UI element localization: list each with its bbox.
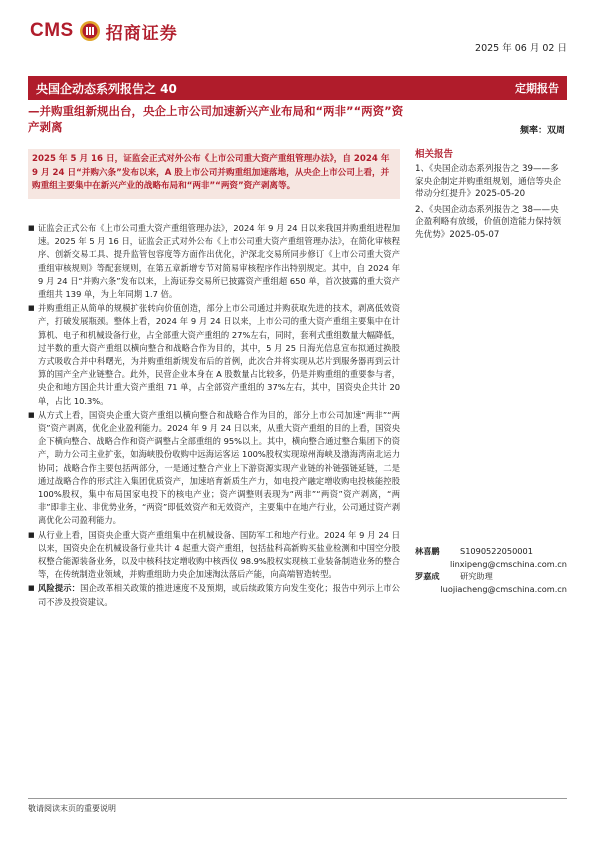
related-reports xyxy=(415,146,567,244)
bullet-paragraph xyxy=(28,529,400,582)
summary-box: 2025 年 5 月 16 日，证监会正式对外公布《上市公司重大资产重组管理办法》，自 2024 年 9 月 24 日“并购六条”发布以来，A 股上市公司并购重组加速落地，从央企上市公司上看，并购重组主要集中在新兴产业的战略布局和“两非”“两资”资产剥离等。 xyxy=(28,149,400,199)
analyst-role: 研究助理 xyxy=(460,571,493,581)
analyst-contacts xyxy=(415,545,567,595)
bullet-text: 证监会正式公布《上市公司重大资产重组管理办法》，2024 年 9 月 24 日以来我国并购重组进程加速。2025 年 5 月 16 日，证监会正式对外公布《上市公司重大资产重组管理办法》，在简化审核程序、创新交易工具、提升监管包容度等方面作出优化，沪深北交易所同步修订《上市公司重大资产重组审核规则》等配套规则，在第五章新增专节对简易审核程序作出特别规定。其中，自 2024 年 9 月 24 日“并购六条”发布以来，上海证券交易所已披露资产重组超 650 单，首次披露的重大资产重组共 139 单，为上年同期 1.7 倍。 xyxy=(38,223,400,300)
risk-warning xyxy=(28,582,400,608)
analyst-email[interactable]: linxipeng@cmschina.com.cn xyxy=(450,558,567,569)
analyst-row xyxy=(415,583,567,596)
logo-text-cn: 招商证券 xyxy=(105,23,178,44)
footer-note: 敬请阅读末页的重要说明 xyxy=(28,804,116,813)
report-type-tag: 定期报告 xyxy=(515,82,559,95)
bullet-text: 并购重组正从简单的规模扩张转向价值创造，部分上市公司通过并购获取先进的技术，剥离低效资产，打破发展瓶颈。整体上看，2024 年 9 月 24 日以来，上市公司的重大资产重组主要集中在计算机、电子和机械设备行业，占全部重大资产重组的 27%左右，同时，套利式重组数量大幅降低，过半数的重大资产重组以横向整合和战略合作为目的，其中，5 月 25 日海光信息宣布拟通过换股方式吸收合并中科曙光，为并购重组新规发布后的首例，此次合并将实现从芯片到服务器再到云计算的国产全产业链整合。此外，民营企业本身在 A 股数量占比较多，仍是并购重组的重要参与者，央企和地方国企共计重大资产重组 71 单，占全部资产重组的 37%左右，其中，国资央企共计 20 单，占比 10.3%。 xyxy=(38,303,400,406)
analyst-row xyxy=(415,545,567,558)
report-subtitle: —并购重组新规出台，央企上市公司加速新兴产业布局和“两非”“两资”资产剥离 xyxy=(28,104,404,134)
bullet-icon: ■ xyxy=(28,224,35,232)
bullet-paragraph xyxy=(28,409,400,528)
company-logo xyxy=(30,18,178,44)
related-report-link[interactable]: 1、《央国企动态系列报告之 39——多家央企制定并购重组规划，通信等央企带动分红提升》2025-05-20 xyxy=(415,164,562,199)
analyst-email[interactable]: luojiacheng@cmschina.com.cn xyxy=(440,583,567,594)
logo-emblem-icon xyxy=(79,20,101,42)
related-report-link[interactable]: 2、《央国企动态系列报告之 38——央企盈利略有放缓，价值创造能力保持领先优势》2025-05-07 xyxy=(415,204,562,240)
bullet-icon: ■ xyxy=(28,530,35,539)
related-reports-heading: 相关报告 xyxy=(415,149,454,160)
bullet-icon: ■ xyxy=(28,304,35,313)
report-date: 2025 年 06 月 02 日 xyxy=(475,43,567,54)
bullet-text: 从行业上看，国资央企重大资产重组集中在机械设备、国防军工和地产行业。2024 年 9 月 24 日以来，国资央企在机械设备行业共计 4 起重大资产重组，包括盐科高新购买盐业检测和中国空分股权整合能源装备业务，以及中核科技定增收购中核西仪 98.9%股权实现核工业装备制造业务的整合等，在传统制造业领域，并购重组助力央企加速淘汰落后产能，向高端智造转型。 xyxy=(38,529,400,580)
report-frequency: 频率：双周 xyxy=(520,126,566,136)
analyst-row xyxy=(415,558,567,571)
bullet-icon: ■ xyxy=(28,410,35,419)
bullet-paragraph xyxy=(28,222,400,301)
report-body xyxy=(28,222,400,610)
analyst-name xyxy=(415,558,450,571)
bullet-text: 从方式上看，国资央企重大资产重组以横向整合和战略合作为目的，部分上市公司加速“两非”“两资”资产剥离，优化企业盈利能力。2024 年 9 月 24 日以来，从重大资产重组的目的上看，国资央企下横向整合、战略合作和资产调整占全部重组的 95%以上。其中，横向整合通过整合集团下的资产，助力公司主业扩张，如海峡股份收购中远海运客运 100%股权实现琼州海峡及渤海湾南北运力协同；战略合作主要包括两部分，一是通过整合产业上下游资源实现产业链的补链强链延链，二是通过战略合作的形式注入集团优质资产，加速培育新质生产力，如电投产融定增收购电投核能控股 100%股权，集中布局国家电投下的核电产业；资产调整则表现为“两非”“两资”资产剥离，“两非”即非主业、非优势业务，“两资”即低效资产和无效资产，主要集中在地产行业，公司通过资产剥离优化公司盈利能力。 xyxy=(38,409,400,526)
title-banner xyxy=(28,76,567,100)
bullet-icon: ■ xyxy=(28,584,35,593)
analyst-name: 林喜鹏 xyxy=(415,546,440,556)
analyst-row xyxy=(415,570,567,583)
risk-warning-label: 风险提示： xyxy=(38,583,81,594)
logo-text-en: CMS xyxy=(30,20,74,41)
bullet-paragraph xyxy=(28,302,400,408)
analyst-name xyxy=(415,583,440,596)
report-series-title: 央国企动态系列报告之 40 xyxy=(36,82,177,96)
analyst-license: S1090522050001 xyxy=(460,546,533,556)
analyst-name: 罗嘉成 xyxy=(415,571,440,581)
risk-warning-text: 国企改革相关政策的推进速度不及预期，或后续政策方向发生变化；报告中列示上市公司不涉及投资建议。 xyxy=(38,583,400,607)
footer-divider xyxy=(28,798,567,799)
